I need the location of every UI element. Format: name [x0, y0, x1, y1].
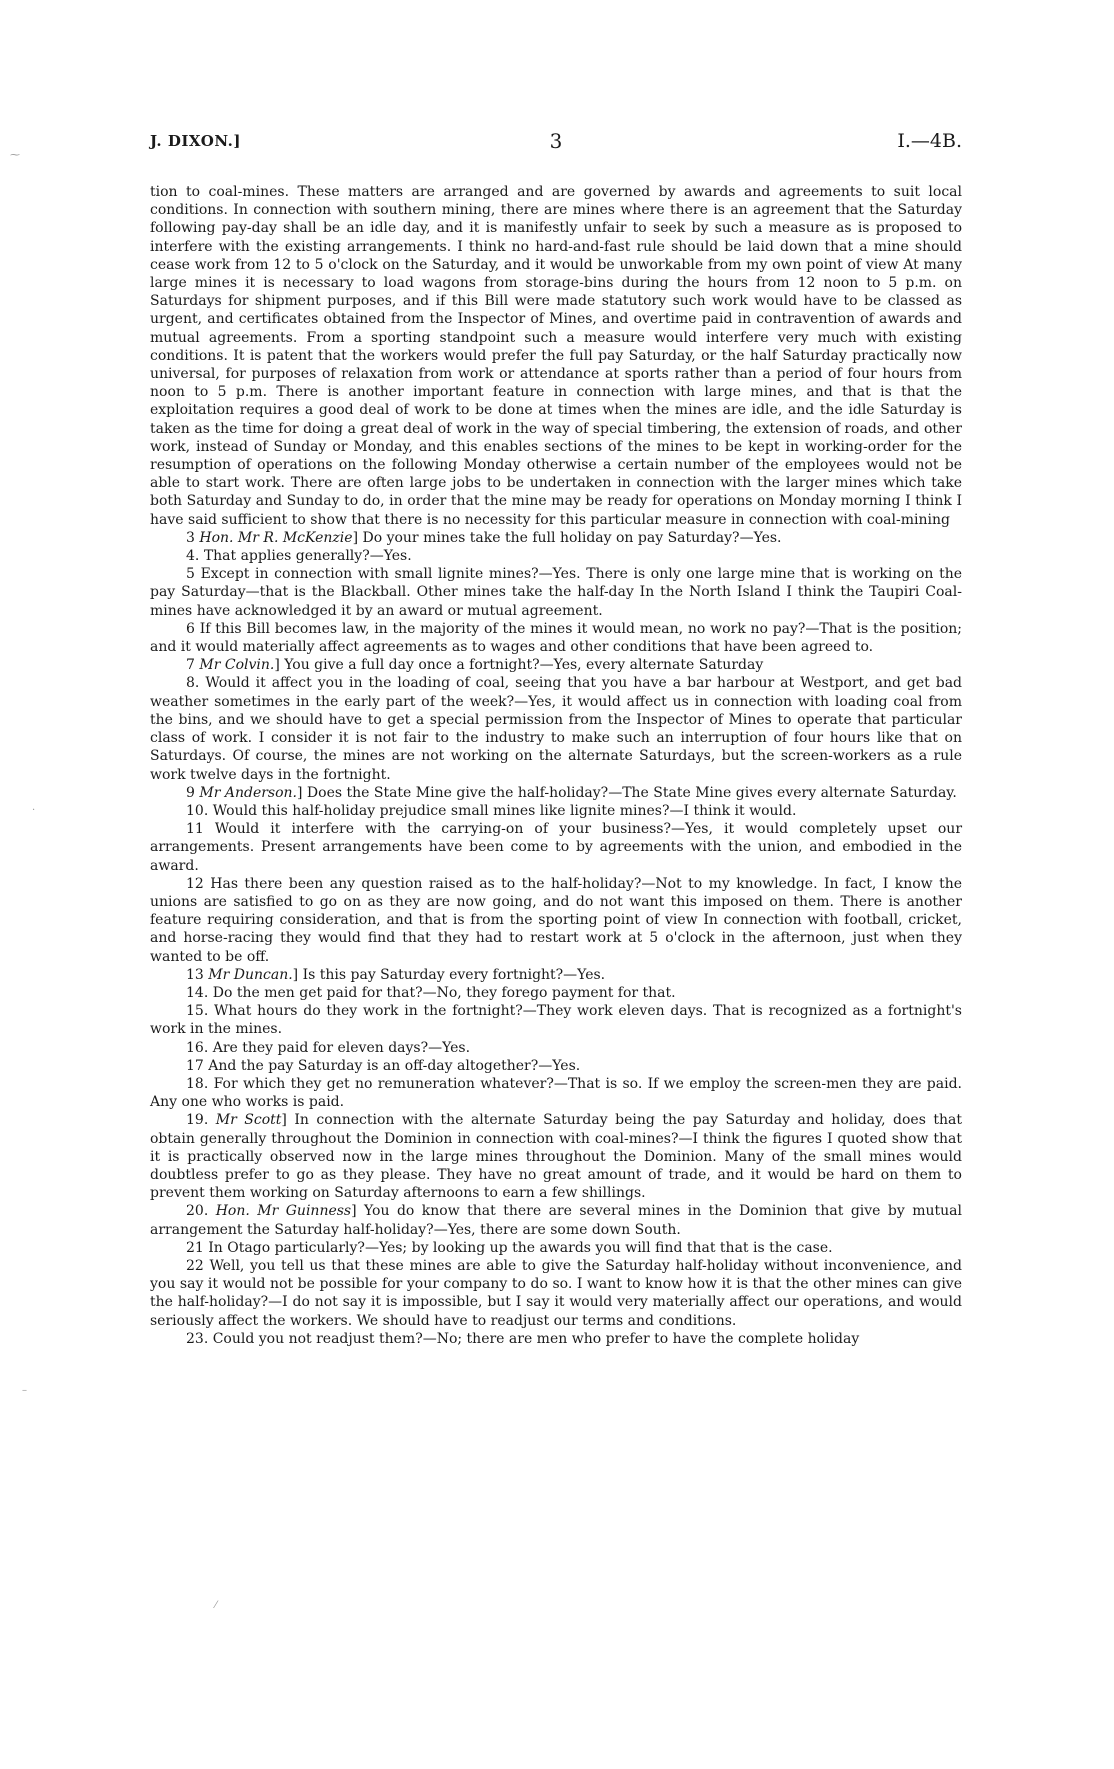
paragraph: [150, 547, 962, 565]
paragraph-text: If this Bill becomes law, in the majority of the mines it would mean, no work no pay?—That is the position; and it would materially affect agreements as to wages and other conditions that have been agreed to.: [150, 620, 962, 656]
question-number: 14.: [186, 984, 209, 1001]
question-number: 11: [186, 821, 204, 838]
paragraph-text: In Otago particularly?—Yes; by looking up the awards you will find that that is the case.: [208, 1239, 833, 1256]
paragraph: [150, 183, 962, 529]
paragraph: [150, 820, 962, 875]
speaker-name: Hon. Mr Guinness: [215, 1203, 352, 1220]
paragraph-text: ] You do know that there are several mines in the Dominion that give by mutual arrangement the Saturday half-holiday?—Yes, there are some down South.: [150, 1203, 962, 1238]
page-number: 3: [549, 129, 563, 153]
paragraph: [150, 984, 962, 1002]
paper-reference: I.—4B.: [897, 130, 962, 152]
paragraph-text: Would it affect you in the loading of coal, seeing that you have a bar harbour at Westport, and get bad weather sometimes in the early part of the week?—Yes, it would affect us in connection with loading coal from the bins, and we should have to get a special permission from the Inspector of Mines to operate that particular class of work. I consider it is not fair to the industry to make such an interruption of four hours like that on Saturdays. Of course, the mines are not working on the alternate Saturdays, but the screen-workers as a rule work twelve days in the fortnight.: [150, 675, 963, 783]
speaker-name: Mr Anderson.: [199, 784, 297, 801]
paragraph-text: That applies generally?—Yes.: [203, 548, 412, 565]
question-number: 22: [186, 1257, 204, 1274]
question-number: 5: [186, 566, 195, 583]
question-number: 8.: [186, 675, 200, 692]
speaker-name: Mr Duncan.: [208, 966, 293, 983]
scan-mark: –: [22, 1385, 27, 1396]
paragraph: [150, 1330, 962, 1348]
paragraph: [150, 1257, 962, 1330]
paragraph-text: ] Does the State Mine give the half-holiday?—The State Mine gives every alternate Saturday.: [297, 784, 957, 801]
paragraph: [150, 656, 962, 674]
header-witness-name: J. DIXON.]: [150, 132, 241, 150]
paragraph: [150, 1002, 962, 1038]
question-number: 16.: [186, 1039, 209, 1056]
paragraph-text: ] Is this pay Saturday every fortnight?—Yes.: [292, 966, 606, 983]
paragraph: [150, 1239, 962, 1257]
question-number: 10.: [186, 802, 209, 819]
paragraph-text: For which they get no remuneration whatever?—That is so. If we employ the screen-men they are paid. Any one who works is paid.: [150, 1075, 962, 1111]
paragraph-text: What hours do they work in the fortnight?—They work eleven days. That is recognized as a fortnight's work in the mines.: [150, 1003, 962, 1038]
question-number: 12: [186, 875, 204, 892]
paragraph-text: Would it interfere with the carrying-on of your business?—Yes, it would completely upset our arrangements. Present arrangements have been come to by agreements with the union, and embodied in the award.: [150, 821, 963, 874]
question-number: 15.: [186, 1003, 209, 1020]
paragraph: [150, 529, 962, 547]
paragraph-text: Could you not readjust them?—No; there are men who prefer to have the complete holiday: [212, 1330, 860, 1347]
question-number: 4.: [186, 548, 200, 565]
question-number: 18.: [186, 1075, 209, 1092]
evidence-text: [150, 183, 962, 1348]
paragraph: [150, 1202, 962, 1238]
paragraph: [150, 620, 962, 656]
question-number: 20.: [186, 1203, 209, 1220]
question-number: 17: [186, 1057, 204, 1074]
question-number: 19.: [186, 1112, 209, 1129]
question-number: 3: [186, 529, 195, 546]
paragraph-text: ] Do your mines take the full holiday on pay Saturday?—Yes.: [352, 529, 782, 546]
paragraph: [150, 565, 962, 620]
scan-mark: ⁓: [10, 150, 20, 161]
paragraph-text: Well, you tell us that these mines are able to give the Saturday half-holiday without inconvenience, and you say it would not be possible for your company to do so. I want to know how it is that the other mines can give the half-holiday?—I do not say it is impossible, but I say it would very materially affect our operations, and would seriously affect the workers. We should have to readjust our terms and conditions.: [150, 1257, 962, 1329]
speaker-name: Hon. Mr R. McKenzie: [199, 529, 353, 546]
paragraph: [150, 784, 962, 802]
question-number: 13: [186, 966, 204, 983]
paragraph: [150, 966, 962, 984]
question-number: 7: [186, 657, 195, 674]
paragraph: [150, 802, 962, 820]
paragraph-text: Would this half-holiday prejudice small mines like lignite mines?—I think it would.: [212, 802, 797, 819]
paragraph-text: Except in connection with small lignite mines?—Yes. There is only one large mine that is working on the pay Saturday—that is the Blackball. Other mines take the half-day In the North Island I think the Taupiri Coal-mines have acknowledged it by an award or mutual agreement.: [150, 566, 963, 619]
paragraph: [150, 674, 962, 783]
question-number: 23.: [186, 1330, 209, 1347]
paragraph: [150, 1075, 962, 1111]
question-number: 21: [186, 1239, 204, 1256]
paragraph-text: Has there been any question raised as to the half-holiday?—Not to my knowledge. In fact, I know the unions are satisfied to go on as they are now going, and do not want this imposed on them. There is another feature requiring consideration, and that is from the sporting point of view In connection with football, cricket, and horse-racing they would find that they had to restart work at 5 o'clock in the afternoon, just when they wanted to be off.: [150, 875, 963, 965]
paragraph-text: Do the men get paid for that?—No, they forego payment for that.: [212, 984, 676, 1001]
paragraph: [150, 1039, 962, 1057]
paragraph-text: And the pay Saturday is an off-day altogether?—Yes.: [208, 1057, 581, 1074]
paragraph-text: ] In connection with the alternate Saturday being the pay Saturday and holiday, does that obtain generally throughout the Dominion in connection with coal-mines?—I think the figures I quoted show that it is practically observed now in the large mines throughout the Dominion. Many of the small mines would doubtless prefer to go as they please. They have no great amount of trade, and it would be hard on them to prevent them working on Saturday afternoons to earn a few shillings.: [150, 1112, 962, 1202]
question-number: 9: [186, 784, 195, 801]
paragraph-text: Are they paid for eleven days?—Yes.: [212, 1039, 471, 1056]
paragraph: [150, 875, 962, 966]
scan-mark: ⁄: [215, 1600, 217, 1611]
scan-mark: ·: [32, 805, 36, 816]
paragraph: [150, 1057, 962, 1075]
question-number: 6: [186, 620, 195, 637]
paragraph: [150, 1111, 962, 1202]
page-header: [150, 129, 962, 158]
speaker-name: Mr Scott: [215, 1112, 282, 1129]
speaker-name: Mr Colvin.: [199, 657, 275, 674]
paragraph-text: tion to coal-mines. These matters are arranged and are governed by awards and agreements to suit local conditions. In connection with southern mining, there are mines where there is an agreement that the Saturday following pay-day shall be an idle day, and it is manifestly unfair to seek by such a measure as is proposed to interfere with the existing arrangements. I think no hard-and-fast rule should be laid down that a mine should cease work from 12 to 5 o'clock on the Saturday, and it would be unworkable from my own point of view At many large mines it is necessary to load wagons from storage-bins during the hours from 12 noon to 5 p.m. on Saturdays for shipment purposes, and if this Bill were made statutory such work would have to be classed as urgent, and certificates obtained from the Inspector of Mines, and overtime paid in contravention of awards and mutual agreements. From a sporting standpoint such a measure would interfere very much with existing conditions. It is patent that the workers would prefer the full pay Saturday, or the half Saturday practically now universal, for purposes of relaxation from work or attendance at sports rather than a period of four hours from noon to 5 p.m. There is another important feature in connection with large mines, and that is that the exploitation requires a good deal of work to be done at times when the mines are idle, and the idle Saturday is taken as the time for doing a great deal of work in the way of special timbering, the extension of roads, and other work, instead of Sunday or Monday, and this enables sections of the mines to be kept in working-order for the resumption of operations on the following Monday otherwise a certain number of the employees would not be able to start work. There are often large jobs to be undertaken in connection with the larger mines which take both Saturday and Sunday to do, in order that the mine may be ready for operations on Monday morning I think I have said sufficient to show that there is no necessity for this particular measure in connection with coal-mining: [150, 184, 962, 528]
paragraph-text: ] You give a full day once a fortnight?—Yes, every alternate Saturday: [274, 657, 764, 674]
